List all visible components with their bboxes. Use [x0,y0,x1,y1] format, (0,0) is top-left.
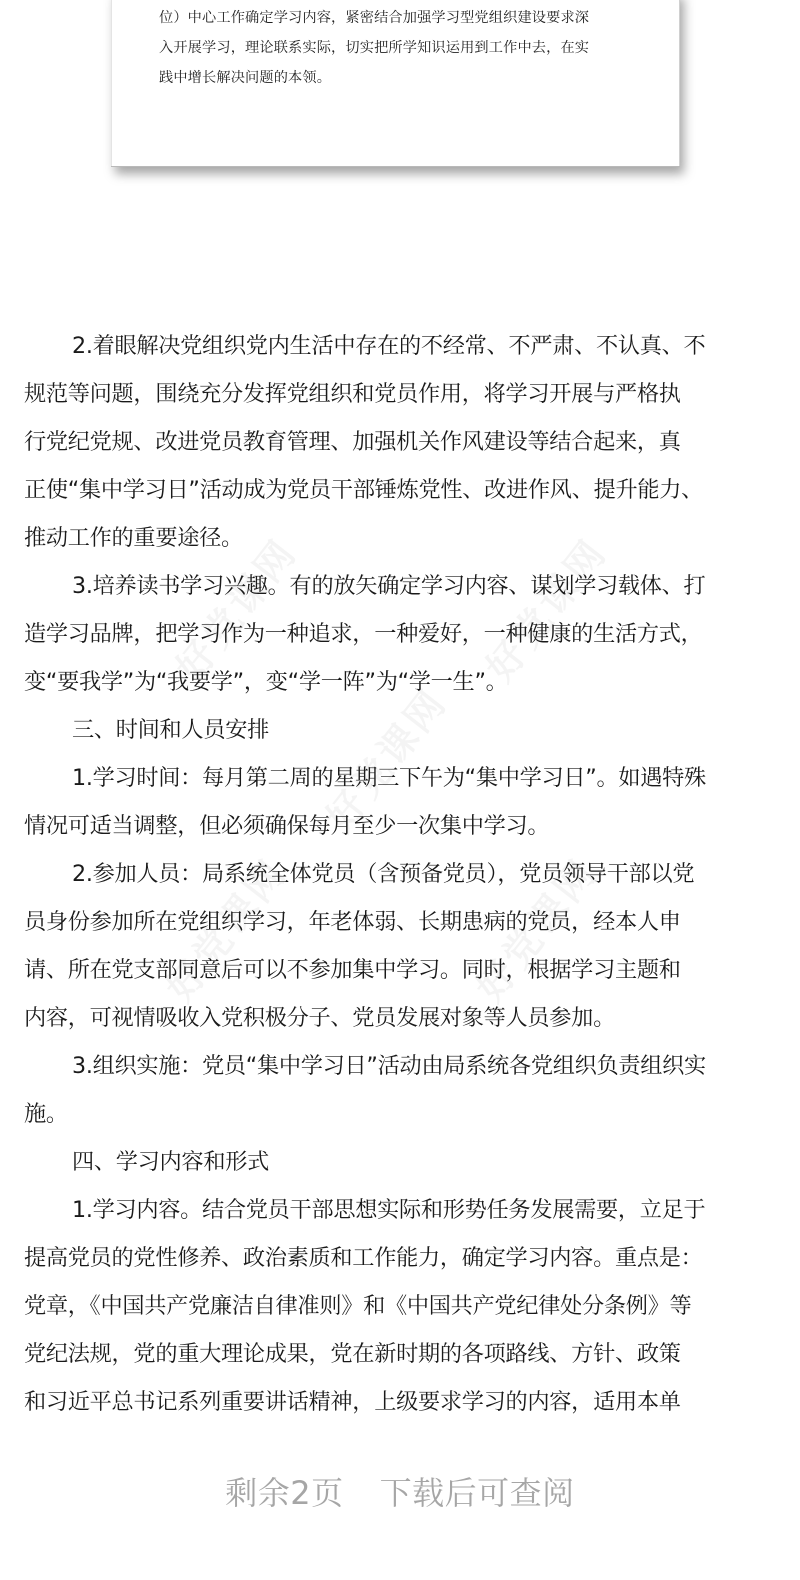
paragraph-line: 情况可适当调整，但必须确保每月至少一次集中学习。 [24,813,550,839]
section-heading: 四、学习内容和形式 [72,1149,269,1175]
paragraph-line: 提高党员的党性修养、政治素质和工作能力，确定学习内容。重点是： [24,1245,703,1271]
preview-line: 位）中心工作确定学习内容，紧密结合加强学习型党组织建设要求深 [159,10,590,26]
page-preview-card [111,0,680,166]
paragraph-line: 行党纪党规、改进党员教育管理、加强机关作风建设等结合起来，真 [24,429,681,455]
paragraph-line: 1.学习内容。结合党员干部思想实际和形势任务发展需要，立足于 [72,1197,706,1223]
download-hint-label: 下载后可查阅 [379,1474,575,1512]
paragraph-line: 2.参加人员：局系统全体党员（含预备党员），党员领导干部以党 [72,861,695,887]
preview-line: 入开展学习，理论联系实际，切实把所学知识运用到工作中去，在实 [159,40,590,56]
paragraph-line: 1.学习时间：每月第二周的星期三下午为“集中学习日”。如遇特殊 [72,765,706,791]
preview-text [159,3,639,93]
paragraph-line: 造学习品牌，把学习作为一种追求，一种爱好，一种健康的生活方式， [24,621,703,647]
download-prompt[interactable] [0,1468,800,1514]
paragraph-line: 正使“集中学习日”活动成为党员干部锤炼党性、改进作风、提升能力、 [24,477,704,503]
paragraph-line: 3.培养读书学习兴趣。有的放矢确定学习内容、谋划学习载体、打 [72,573,706,599]
paragraph-line: 3.组织实施：党员“集中学习日”活动由局系统各党组织负责组织实 [72,1053,706,1079]
paragraph-line: 和习近平总书记系列重要讲话精神，上级要求学习的内容，适用本单 [24,1389,681,1415]
paragraph-line: 2.着眼解决党组织党内生活中存在的不经常、不严肃、不认真、不 [72,333,706,359]
paragraph-line: 规范等问题，围绕充分发挥党组织和党员作用，将学习开展与严格执 [24,381,681,407]
paragraph-line: 推动工作的重要途径。 [24,525,243,551]
paragraph-line: 变“要我学”为“我要学”，变“学一阵”为“学一生”。 [24,669,508,695]
preview-line: 践中增长解决问题的本领。 [159,70,332,86]
paragraph-line: 员身份参加所在党组织学习，年老体弱、长期患病的党员，经本人申 [24,909,681,935]
paragraph-line: 党纪法规，党的重大理论成果，党在新时期的各项路线、方针、政策 [24,1341,681,1367]
paragraph-line: 内容，可视情吸收入党积极分子、党员发展对象等人员参加。 [24,1005,615,1031]
remaining-pages-label: 剩余2页 [225,1474,344,1512]
document-body [24,322,776,1426]
paragraph-line: 党章，《中国共产党廉洁自律准则》和《中国共产党纪律处分条例》等 [24,1293,692,1319]
section-heading: 三、时间和人员安排 [72,717,269,743]
paragraph-line: 请、所在党支部同意后可以不参加集中学习。同时，根据学习主题和 [24,957,681,983]
paragraph-line: 施。 [24,1101,68,1127]
